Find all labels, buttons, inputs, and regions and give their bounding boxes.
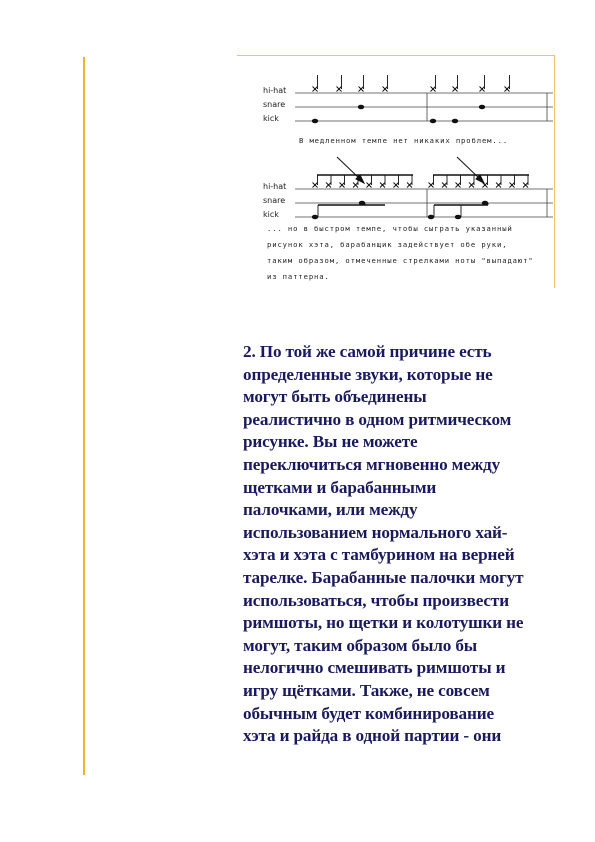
- hihat-note: [367, 183, 372, 188]
- note-head: [452, 119, 458, 124]
- caption-slow: В медленном темпе нет никаких проблем...: [299, 136, 509, 145]
- hihat-note: [431, 87, 436, 92]
- hihat-note: [383, 87, 388, 92]
- staff1-label-snare: snare: [263, 100, 286, 109]
- caption-fast-line: таким образом, отмеченные стрелками ноты "выпадают": [267, 256, 534, 265]
- paragraph-line: 2. По той же самой причине есть: [243, 342, 492, 361]
- paragraph-line: могут быть объединены: [243, 387, 427, 407]
- staff-fast: [295, 175, 553, 219]
- hihat-note: [496, 183, 501, 188]
- arrow-icon: [457, 157, 484, 183]
- hihat-note: [429, 183, 434, 188]
- paragraph-line: хэта и райда в одной партии - они: [243, 726, 502, 746]
- arrow-icon: [337, 157, 364, 183]
- hihat-note: [505, 87, 510, 92]
- hihat-note: [313, 87, 318, 92]
- hihat-note: [483, 183, 488, 188]
- paragraph-line: реалистично в одном ритмическом: [243, 409, 512, 429]
- note-head: [428, 215, 434, 220]
- hihat-note: [313, 183, 318, 188]
- hihat-note: [353, 183, 358, 188]
- hihat-note: [442, 183, 447, 188]
- paragraph-line: могут, таким образом было бы: [243, 635, 478, 655]
- hihat-note: [523, 183, 528, 188]
- hihat-note: [456, 183, 461, 188]
- note-head: [430, 119, 436, 124]
- staff2-label-snare: snare: [263, 196, 286, 205]
- paragraph-line: щетками и барабанными: [243, 477, 437, 497]
- hihat-note: [380, 183, 385, 188]
- paragraph-line: палочками, или между: [243, 500, 418, 520]
- staff1-label-kick: kick: [263, 114, 279, 123]
- paragraph-line: римшоты, но щетки и колотушки не: [243, 613, 524, 633]
- margin-rule: [83, 57, 85, 775]
- staff1-label-hihat: hi-hat: [263, 86, 287, 95]
- staff2-label-kick: kick: [263, 210, 279, 219]
- hihat-note: [453, 87, 458, 92]
- body-paragraph: [243, 341, 563, 748]
- caption-fast-line: ... но в быстром темпе, чтобы сыграть указанный: [267, 224, 513, 233]
- paragraph-line: обычным будет комбинирование: [243, 703, 494, 723]
- paragraph-line: переключиться мгновенно между: [243, 454, 501, 474]
- staff2-label-hihat: hi-hat: [263, 182, 287, 191]
- note-head: [455, 215, 461, 220]
- note-head: [358, 105, 364, 110]
- paragraph-line: нелогично смешивать римшоты и: [243, 658, 506, 678]
- paragraph-line: использованием нормального хай-: [243, 522, 508, 542]
- note-head: [479, 105, 485, 110]
- hihat-note: [394, 183, 399, 188]
- paragraph-line: тарелке. Барабанные палочки могут: [243, 567, 524, 587]
- note-head: [312, 119, 318, 124]
- paragraph-line: определенные звуки, которые не: [243, 364, 493, 384]
- drum-notation-figure: [237, 55, 555, 295]
- hihat-note: [340, 183, 345, 188]
- paragraph-line: игру щётками. Также, не совсем: [243, 680, 490, 700]
- hihat-note: [480, 87, 485, 92]
- note-head: [312, 215, 318, 220]
- paragraph-line: хэта и хэта с тамбурином на верней: [243, 545, 515, 565]
- caption-fast-line: рисунок хэта, барабанщик задействует обе руки,: [267, 240, 508, 249]
- paragraph-line: рисунке. Вы не можете: [243, 432, 418, 452]
- hihat-note: [359, 87, 364, 92]
- hihat-note: [407, 183, 412, 188]
- hihat-note: [510, 183, 515, 188]
- staff-slow: [295, 75, 553, 123]
- hihat-note: [326, 183, 331, 188]
- hihat-note: [469, 183, 474, 188]
- caption-fast-line: из паттерна.: [267, 272, 330, 281]
- paragraph-line: использоваться, чтобы произвести: [243, 590, 509, 610]
- hihat-note: [337, 87, 342, 92]
